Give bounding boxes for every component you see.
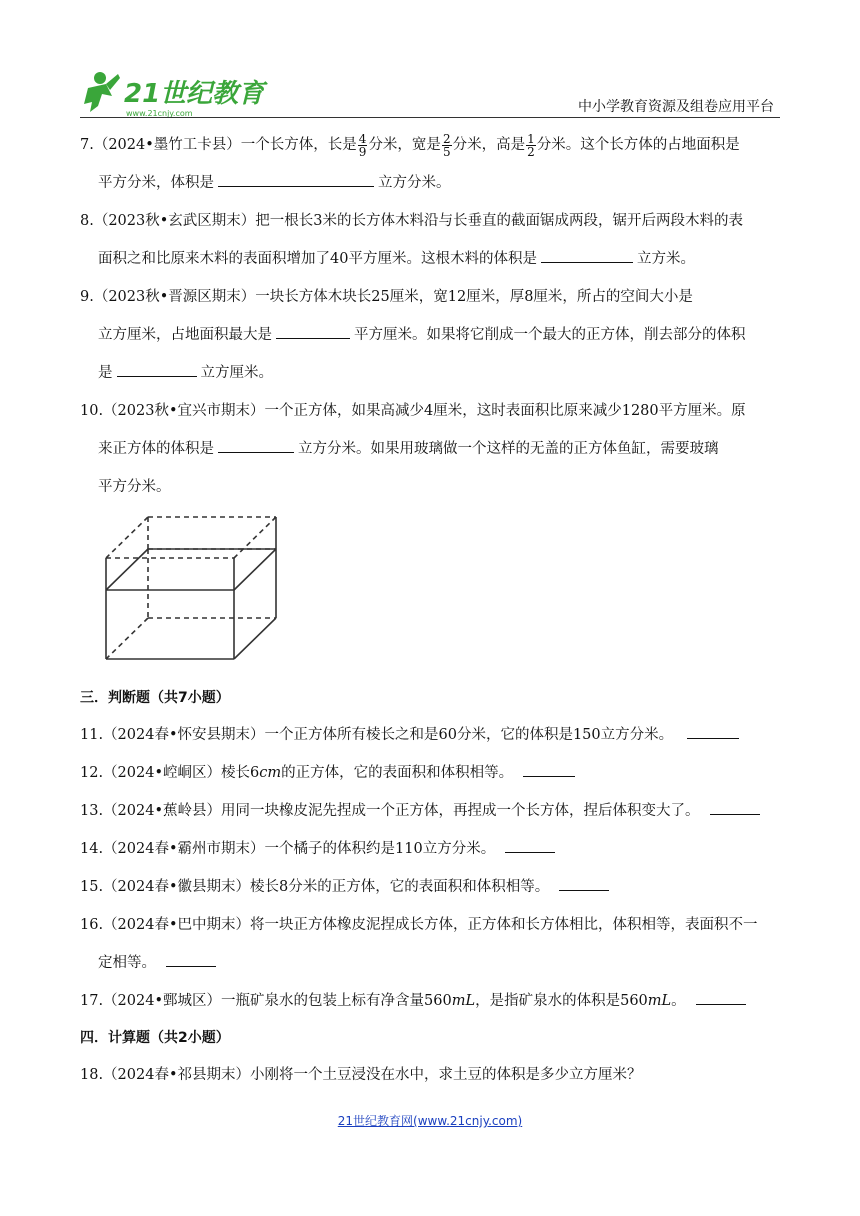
question-10 — [80, 392, 780, 506]
question-18 — [80, 1056, 780, 1094]
answer-blank[interactable] — [541, 248, 633, 263]
q10-line-3: 平方分米。 — [98, 479, 171, 495]
question-12 — [80, 754, 780, 792]
answer-blank[interactable] — [696, 990, 746, 1005]
q7-text-d: 分米。这个长方体的占地面积是 — [536, 137, 740, 153]
q16-line-2 — [80, 944, 780, 982]
fraction-2-5 — [442, 133, 452, 158]
q17-text-b: ，是指矿泉水的体积是560 — [475, 993, 648, 1009]
answer-blank[interactable] — [218, 172, 374, 187]
footer-link[interactable]: 21世纪教育网(www.21cnjy.com) — [337, 1114, 523, 1128]
fraction-1-2 — [526, 133, 536, 158]
fraction-4-9 — [358, 133, 368, 158]
q17-unit-2: mL — [647, 993, 672, 1009]
q7-line-2 — [80, 164, 780, 202]
q9-text-a: 立方厘米，占地面积最大是 — [98, 327, 272, 343]
answer-blank[interactable] — [687, 724, 739, 739]
q12-text-b: 的正方体，它的表面积和体积相等。 — [281, 765, 514, 781]
q9-line-3 — [80, 354, 780, 392]
q7-f3-den: 2 — [527, 144, 535, 159]
q15-text: 15.（2024春•徽县期末）棱长8分米的正方体，它的表面积和体积相等。 — [80, 879, 550, 895]
q18-text: 18.（2024春•祁县期末）小刚将一个土豆浸没在水中，求土豆的体积是多少立方厘米？ — [80, 1067, 642, 1083]
q10-text-a: 来正方体的体积是 — [98, 441, 214, 457]
question-7 — [80, 126, 780, 202]
q10-line-2 — [80, 430, 780, 468]
question-15 — [80, 868, 780, 906]
platform-name: 中小学教育资源及组卷应用平台 — [578, 99, 774, 115]
question-16 — [80, 906, 780, 982]
answer-blank[interactable] — [218, 438, 294, 453]
q9-line-2 — [80, 316, 780, 354]
answer-blank[interactable] — [710, 800, 760, 815]
q7-text-b: 分米，宽是 — [368, 137, 441, 153]
q16-text-b: 定相等。 — [98, 955, 156, 971]
q10-line-1: 10.（2023秋•宜兴市期末）一个正方体，如果高减少4厘米，这时表面积比原来减少1280平方厘米。原 — [80, 403, 746, 419]
question-13 — [80, 792, 780, 830]
cube-figure — [102, 514, 282, 664]
answer-blank[interactable] — [276, 324, 350, 339]
q7-text-f: 立方分米。 — [378, 175, 451, 191]
question-17 — [80, 982, 780, 1020]
q8-line-1: 8.（2023秋•玄武区期末）把一根长3米的长方体木料沿与长垂直的截面锯成两段，锯开后两段木料的表 — [80, 213, 744, 229]
worksheet-body — [80, 126, 780, 1094]
q9-text-d: 立方厘米。 — [200, 365, 273, 381]
question-8 — [80, 202, 780, 278]
q7-f1-den: 9 — [358, 144, 367, 159]
logo-subtext: www.21cnjy.com — [126, 109, 193, 118]
question-11 — [80, 716, 780, 754]
q17-text-a: 17.（2024•鄄城区）一瓶矿泉水的包装上标有净含量560 — [80, 993, 452, 1009]
answer-blank[interactable] — [166, 952, 216, 967]
answer-blank[interactable] — [117, 362, 197, 377]
question-9 — [80, 278, 780, 392]
q9-text-b: 平方厘米。如果将它削成一个最大的正方体，削去部分的体积 — [354, 327, 746, 343]
q14-text: 14.（2024春•霸州市期末）一个橘子的体积约是110立方分米。 — [80, 841, 496, 857]
q7-text-e: 平方分米，体积是 — [98, 175, 214, 191]
section-judgment: 三．判断题（共7小题） — [80, 690, 230, 706]
running-figure-icon — [84, 72, 120, 112]
answer-blank[interactable] — [505, 838, 555, 853]
answer-blank[interactable] — [559, 876, 609, 891]
section-calculation: 四．计算题（共2小题） — [80, 1030, 230, 1046]
logo — [80, 66, 270, 120]
q8-text-a: 面积之和比原来木料的表面积增加了40平方厘米。这根木料的体积是 — [98, 251, 537, 267]
q8-text-b: 立方米。 — [636, 251, 695, 267]
q11-text: 11.（2024春•怀安县期末）一个正方体所有棱长之和是60分米，它的体积是150立方分米。 — [80, 727, 674, 743]
q7-f1-num: 4 — [358, 131, 367, 146]
q8-line-2 — [80, 240, 780, 278]
q7-f2-den: 5 — [442, 144, 451, 159]
q16-line-1: 16.（2024春•巴中期末）将一块正方体橡皮泥捏成长方体，正方体和长方体相比，体积相等，表面积不一 — [80, 917, 758, 933]
q9-text-c: 是 — [98, 365, 113, 381]
q17-unit-1: mL — [451, 993, 476, 1009]
q7-text-a: 7.（2024•墨竹工卡县）一个长方体，长是 — [80, 137, 357, 153]
answer-blank[interactable] — [523, 762, 575, 777]
header-divider — [80, 117, 780, 118]
q7-f2-num: 2 — [442, 131, 451, 146]
q13-text: 13.（2024•蕉岭县）用同一块橡皮泥先捏成一个正方体，再捏成一个长方体，捏后体积变大了。 — [80, 803, 700, 819]
q7-f3-num: 1 — [527, 131, 535, 146]
q12-unit: cm — [259, 765, 282, 781]
q7-text-c: 分米，高是 — [452, 137, 526, 153]
logo-text: 21世纪教育 — [124, 79, 265, 109]
question-14 — [80, 830, 780, 868]
q17-text-c: 。 — [671, 993, 686, 1009]
q12-text-a: 12.（2024•崆峒区）棱长6 — [80, 765, 260, 781]
page-header — [0, 0, 860, 120]
q9-line-1: 9.（2023秋•晋源区期末）一块长方体木块长25厘米，宽12厘米，厚8厘米，所占的空间大小是 — [80, 289, 693, 305]
page-footer — [0, 1112, 860, 1129]
q10-text-b: 立方分米。如果用玻璃做一个这样的无盖的正方体鱼缸，需要玻璃 — [298, 441, 719, 457]
